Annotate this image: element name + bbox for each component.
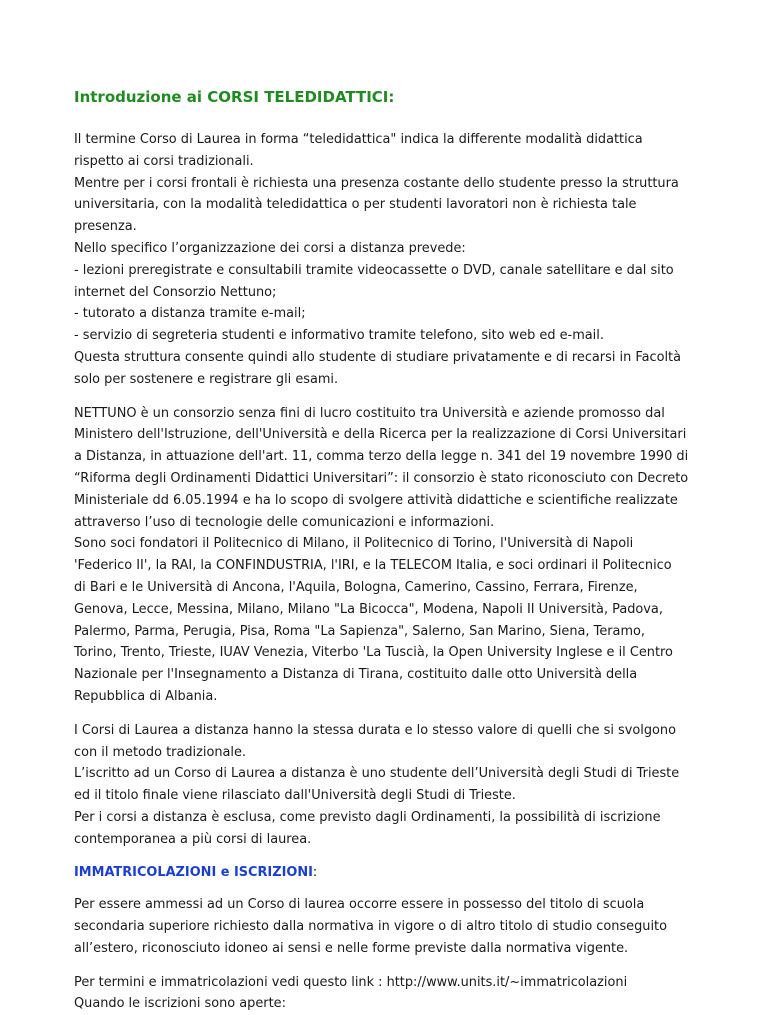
page-title: Introduzione ai CORSI TELEDIDATTICI: [74,88,395,106]
text-line: Per termini e immatricolazioni vedi questo link : http://www.units.it/~immatricolazioni [74,974,628,990]
text-line: Ministeriale dd 6.05.1994 e ha lo scopo di svolgere attività didattiche e scientifiche realizzate [74,492,678,508]
text-line: Per essere ammessi ad un Corso di laurea occorre essere in possesso del titolo di scuola [74,897,645,913]
text-line: Repubblica di Albania. [74,688,218,704]
text-line: Nazionale per l'Insegnamento a Distanza di Tirana, costituito dalle otto Università della [74,667,638,683]
nettuno-paragraph [74,403,710,708]
text-line: Ministero dell'Istruzione, dell'Università e della Ricerca per la realizzazione di Corsi Universitari [74,427,687,443]
text-line: Quando le iscrizioni sono aperte: [74,996,286,1012]
text-line: Palermo, Parma, Perugia, Pisa, Roma "La Sapienza", Salerno, San Marino, Siena, Teramo, [74,623,645,639]
text-line: 'Federico II', la RAI, la CONFINDUSTRIA, l'IRI, e la TELECOM Italia, e soci ordinari il Politecnico [74,558,672,574]
text-line: solo per sostenere e registrare gli esami. [74,371,339,387]
text-line: Per i corsi a distanza è esclusa, come previsto dagli Ordinamenti, la possibilità di iscrizione [74,809,661,825]
text-line: “Riforma degli Ordinamenti Didattici Universitari”: il consorzio è stato riconosciuto con Decreto [74,470,689,486]
text-line: attraverso l’uso di tecnologie delle comunicazioni e informazioni. [74,514,495,530]
text-line: - servizio di segreteria studenti e informativo tramite telefono, sito web ed e-mail. [74,328,604,344]
text-line: a Distanza, in attuazione dell'art. 11, comma terzo della legge n. 341 del 19 novembre 1990 di [74,449,689,465]
text-line: all’estero, riconosciuto idoneo ai sensi e nelle forme previste dalla normativa vigente. [74,940,629,956]
text-line: ed il titolo finale viene rilasciato dall'Università degli Studi di Trieste. [74,788,516,804]
text-line: Nello specifico l’organizzazione dei corsi a distanza prevede: [74,240,466,256]
text-line: I Corsi di Laurea a distanza hanno la stessa durata e lo stesso valore di quelli che si svolgono [74,722,676,738]
text-line: Il termine Corso di Laurea in forma “teledidattica" indica la differente modalità didattica [74,132,643,147]
immatricolazioni-link[interactable]: IMMATRICOLAZIONI e ISCRIZIONI [74,864,313,880]
heading-colon: : [312,864,318,880]
text-line: universitaria, con la modalità teledidattica o per studenti lavoratori non è richiesta tale [74,197,637,213]
text-line: internet del Consorzio Nettuno; [74,284,277,300]
intro-paragraph [74,129,710,391]
text-line: Torino, Trento, Trieste, IUAV Venezia, Viterbo 'La Tuscià, la Open University Inglese e il Centro [74,645,673,661]
text-line: secondaria superiore richiesto dalla normativa in vigore o di altro titolo di studio conseguito [74,919,667,935]
text-line: - tutorato a distanza tramite e-mail; [74,306,306,322]
termini-paragraph [74,972,710,1015]
requisiti-paragraph [74,894,710,959]
text-line: L’iscritto ad un Corso di Laurea a distanza è uno studente dell’Università degli Studi di Trieste [74,766,680,782]
text-line: rispetto ai corsi tradizionali. [74,153,254,169]
text-line: Sono soci fondatori il Politecnico di Milano, il Politecnico di Torino, l'Università di Napoli [74,536,634,552]
document-page [74,86,710,1015]
text-line: - lezioni preregistrate e consultabili tramite videocassette o DVD, canale satellitare e dal sito [74,262,674,278]
text-line: con il metodo tradizionale. [74,744,247,760]
text-line: Mentre per i corsi frontali è richiesta una presenza costante dello studente presso la struttura [74,175,679,191]
text-line: presenza. [74,219,137,235]
immatricolazioni-heading [74,862,710,884]
text-line: Questa struttura consente quindi allo studente di studiare privatamente e di recarsi in Facoltà [74,349,681,365]
text-line: contemporanea a più corsi di laurea. [74,831,312,847]
text-line: NETTUNO è un consorzio senza fini di lucro costituito tra Università e aziende promosso dal [74,405,665,421]
text-line: Genova, Lecce, Messina, Milano, Milano "La Bicocca", Modena, Napoli II Università, Padova, [74,601,663,617]
text-line: di Bari e le Università di Ancona, l'Aquila, Bologna, Camerino, Cassino, Ferrara, Firenze, [74,579,638,595]
corsi-paragraph [74,720,710,851]
